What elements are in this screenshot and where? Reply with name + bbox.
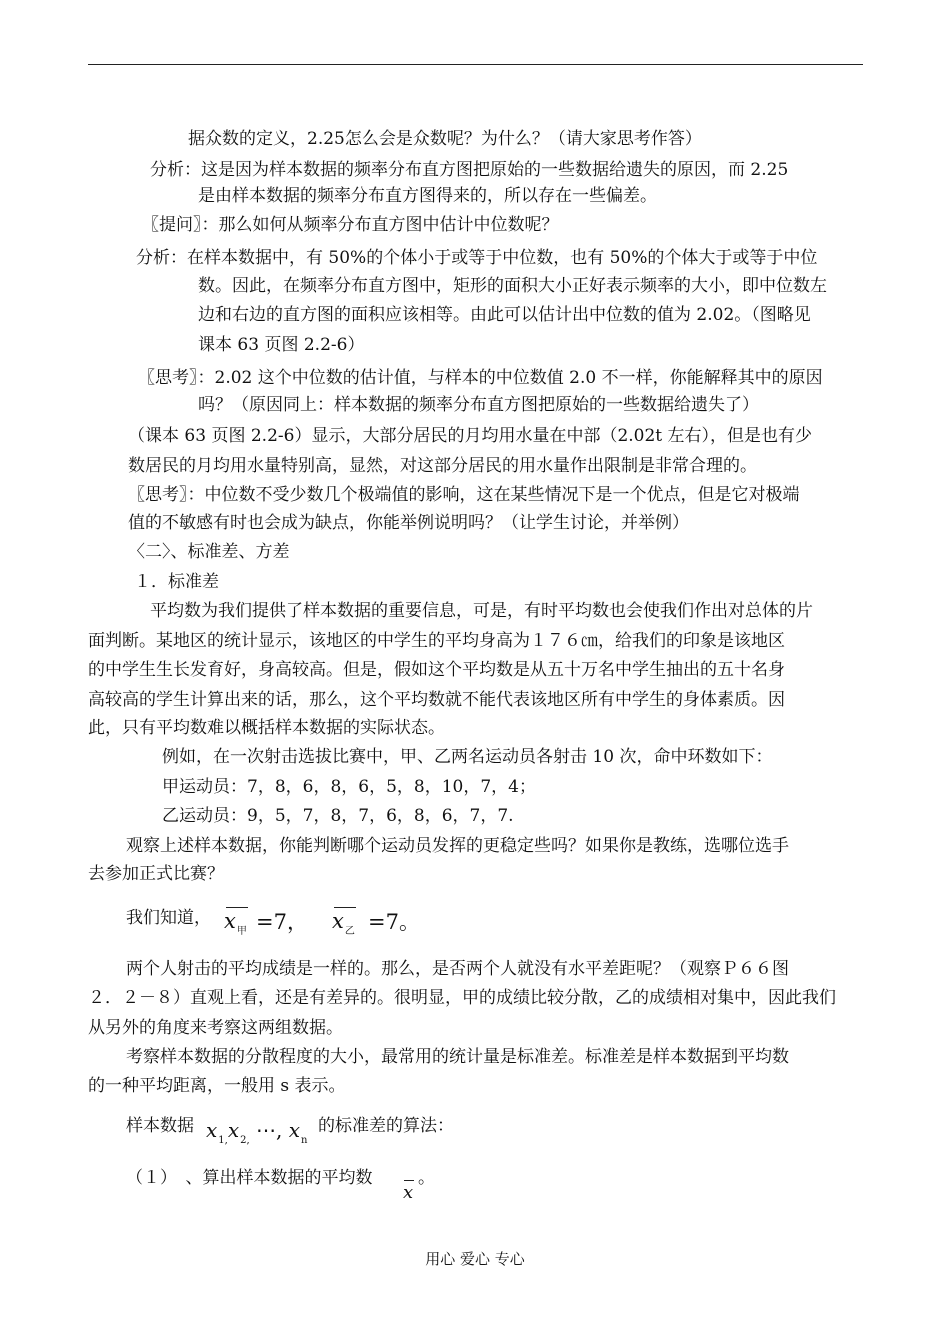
text-line: 数居民的月均用水量特别高，显然，对这部分居民的用水量作出限制是非常合理的。 xyxy=(128,456,757,476)
subscript-n: n xyxy=(301,1135,308,1146)
text-line: 〖提问〗：那么如何从频率分布直方图中估计中位数呢？ xyxy=(142,215,559,235)
equation-jia: =7， xyxy=(256,910,308,934)
text-line: 分析：在样本数据中，有 50%的个体小于或等于中位数，也有 50%的个体大于或等于中位 xyxy=(136,248,818,268)
text-line: 据众数的定义，2.25怎么会是众数呢？为什么？（请大家思考作答） xyxy=(188,129,702,149)
text-line: ２．２－８）直观上看，还是有差异的。很明显，甲的成绩比较分散，乙的成绩相对集中，因此我们 xyxy=(88,988,836,1008)
text-line: 考察样本数据的分散程度的大小，最常用的统计量是标准差。标准差是样本数据到平均数 xyxy=(126,1047,789,1067)
data-line-jia: 甲运动员：7，8，6，8，6，5，8，10，7，4； xyxy=(162,777,536,797)
text-line: 平均数为我们提供了样本数据的重要信息，可是，有时平均数也会使我们作出对总体的片 xyxy=(150,601,813,621)
text-line: 的一种平均距离，一般用 s 表示。 xyxy=(88,1076,346,1096)
mean-x-jia: $x_甲$ xyxy=(224,909,247,937)
text-line: 从另外的角度来考察这两组数据。 xyxy=(88,1018,343,1038)
text-line: 分析：这是因为样本数据的频率分布直方图把原始的一些数据给遗失的原因，而 2.25 xyxy=(150,160,789,180)
text-line: 的中学生生长发育好，身高较高。但是，假如这个平均数是从五十万名中学生抽出的五十名身 xyxy=(88,660,785,680)
ellipsis: ⋯, xyxy=(256,1118,283,1142)
step-line: （１） 、算出样本数据的平均数 xyxy=(126,1168,373,1188)
section-heading: 〈二〉、标准差、方差 xyxy=(128,542,290,562)
subsection-heading: １．标准差 xyxy=(134,572,219,592)
text-line: 去参加正式比赛？ xyxy=(88,864,224,884)
text-line: 〖思考〗：中位数不受少数几个极端值的影响，这在某些情况下是一个优点，但是它对极端 xyxy=(128,485,800,505)
subscript-yi: 乙 xyxy=(344,926,355,937)
text-line: 面判断。某地区的统计显示，该地区的中学生的平均身高为１７６㎝，给我们的印象是该地区 xyxy=(88,631,785,651)
text-line: 值的不敏感有时也会成为缺点，你能举例说明吗？（让学生讨论，并举例） xyxy=(128,513,689,533)
text-line: 吗？（原因同上：样本数据的频率分布直方图把原始的一些数据给遗失了） xyxy=(198,395,759,415)
text-line: 。 xyxy=(418,1168,435,1188)
mean-x-yi: $x_乙$ xyxy=(332,909,355,937)
mean-bar-jia xyxy=(226,907,248,908)
text-line: 此，只有平均数难以概括样本数据的实际状态。 xyxy=(88,718,445,738)
subscript-2: 2, xyxy=(240,1135,250,1146)
header-rule xyxy=(88,64,863,65)
text-line: 样本数据 xyxy=(126,1116,194,1136)
mean-x: x xyxy=(403,1182,414,1203)
data-line-yi: 乙运动员：9，5，7，8，7，6，8，6，7，7. xyxy=(162,806,514,826)
text-line: 数。因此，在频率分布直方图中，矩形的面积大小正好表示频率的大小，即中位数左 xyxy=(198,276,827,296)
text-line: 课本 63 页图 2.2-6） xyxy=(198,335,365,355)
text-line: 〖思考〗：2.02 这个中位数的估计值，与样本的中位数值 2.0 不一样，你能解释其中的原因 xyxy=(138,368,823,388)
text-line: 的标准差的算法： xyxy=(318,1116,454,1136)
mean-bar-yi xyxy=(334,907,356,908)
text-line: 两个人射击的平均成绩是一样的。那么，是否两个人就没有水平差距呢？（观察Ｐ６６图 xyxy=(126,959,789,979)
text-line: （课本 63 页图 2.2-6）显示，大部分居民的月均用水量在中部（2.02t 左右），但是也有少 xyxy=(128,426,813,446)
text-line: 观察上述样本数据，你能判断哪个运动员发挥的更稳定些吗？如果你是教练，选哪位选手 xyxy=(126,836,789,856)
equation-yi: =7。 xyxy=(368,910,420,934)
text-line: 例如，在一次射击选拔比赛中，甲、乙两名运动员各射击 10 次，命中环数如下： xyxy=(162,747,773,767)
page-footer: 用心 爱心 专心 xyxy=(425,1250,525,1268)
text-line: 是由样本数据的频率分布直方图得来的，所以存在一些偏差。 xyxy=(198,186,657,206)
subscript-1: 1, xyxy=(218,1135,228,1146)
text-line: 边和右边的直方图的面积应该相等。由此可以估计出中位数的值为 2.02。（图略见 xyxy=(198,305,811,325)
subscript-jia: 甲 xyxy=(236,926,247,937)
sample-data-formula: $x_{1,}x_{2,}$ ⋯, $x_n$ xyxy=(206,1118,308,1146)
text-line: 我们知道， xyxy=(126,908,211,928)
text-line: 高较高的学生计算出来的话，那么，这个平均数就不能代表该地区所有中学生的身体素质。因 xyxy=(88,690,785,710)
